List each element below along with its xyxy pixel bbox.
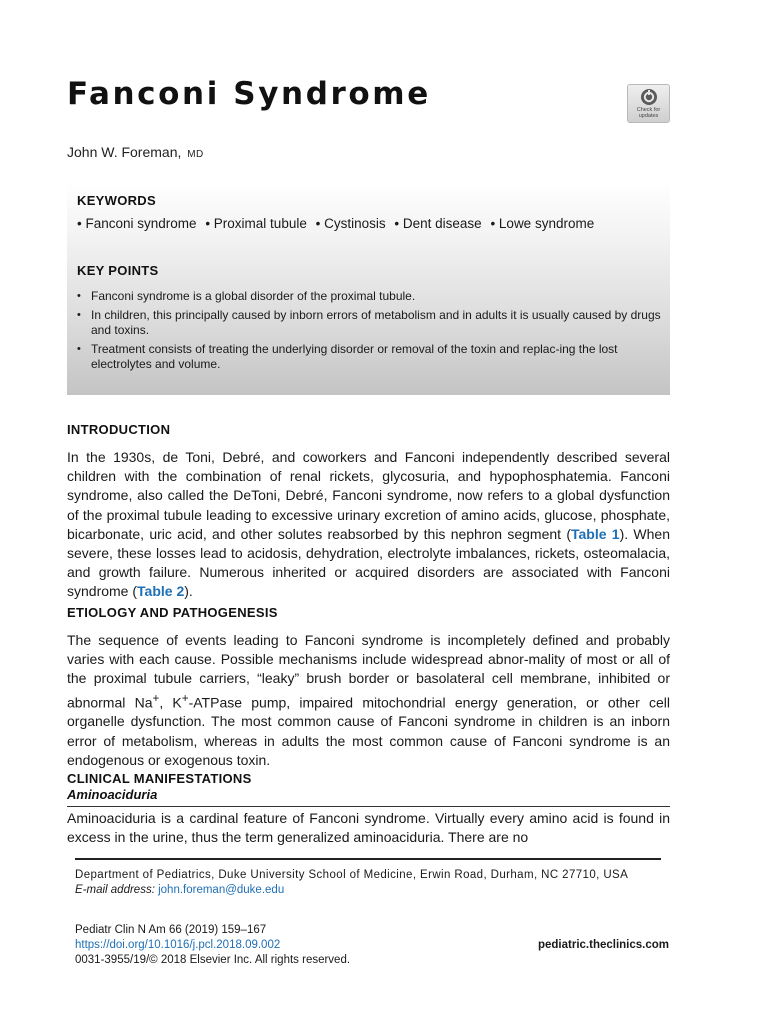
table-2-link[interactable]: Table 2 — [137, 583, 185, 600]
author-name: John W. Foreman, — [67, 144, 182, 160]
key-point-item: • Treatment consists of treating the underlying disorder or removal of the toxin and replac-ing the lost electrolytes and volume. — [77, 342, 663, 373]
superscript: + — [152, 691, 160, 705]
introduction-text: ). When severe, these losses lead to acidosis, dehydration, electrolyte imbalances, rickets, osteomalacia, and growth failure. Numerous inherited or acquired disorders are associated with Fanconi syndrome ( — [67, 525, 670, 600]
keyword-item: • Cystinosis — [316, 216, 386, 231]
introduction-text: ). — [184, 583, 193, 600]
subheading-divider — [67, 806, 670, 807]
update-check-icon — [640, 88, 658, 106]
superscript: + — [181, 691, 189, 705]
affiliation: Department of Pediatrics, Duke University School of Medicine, Erwin Road, Durham, NC 27710, USA — [75, 869, 629, 881]
clinical-heading: CLINICAL MANIFESTATIONS — [67, 771, 252, 786]
check-for-updates-badge[interactable] — [627, 84, 670, 123]
etiology-paragraph — [67, 631, 670, 770]
key-point-item: • Fanconi syndrome is a global disorder of the proximal tubule. — [77, 289, 663, 305]
keyword-item: • Proximal tubule — [205, 216, 307, 231]
citation: Pediatr Clin N Am 66 (2019) 159–167 — [75, 924, 267, 936]
aminoaciduria-subheading: Aminoaciduria — [67, 787, 158, 802]
email-link[interactable]: john.foreman@duke.edu — [158, 884, 285, 896]
author-degree: MD — [187, 149, 204, 160]
affiliation-block — [75, 868, 661, 898]
introduction-paragraph — [67, 448, 670, 602]
email-label: E-mail address: — [75, 884, 155, 896]
key-point-item: • In children, this principally caused by inborn errors of metabolism and in adults it is usually caused by drugs and toxins. — [77, 308, 663, 339]
email-line — [75, 883, 661, 898]
article-title: Fanconi Syndrome — [67, 76, 431, 112]
doi-link[interactable]: https://doi.org/10.1016/j.pcl.2018.09.002 — [75, 939, 281, 951]
key-points-list — [77, 289, 663, 376]
etiology-text: The sequence of events leading to Fanconi syndrome is incompletely defined and probably varies with each cause. Possible mechanisms include widespread abnor-mality of most or all of the proximal tubule carriers, “leaky” brush border or basolateral cell membrane, inhibited or abnormal Na — [67, 632, 670, 711]
introduction-heading: INTRODUCTION — [67, 422, 171, 437]
clinical-paragraph: Aminoaciduria is a cardinal feature of Fanconi syndrome. Virtually every amino acid is found in excess in the urine, thus the term generalized aminoaciduria. There are no — [67, 810, 670, 846]
keywords-heading: KEYWORDS — [77, 193, 156, 208]
author-line — [67, 144, 204, 160]
journal-website[interactable]: pediatric.theclinics.com — [537, 939, 669, 951]
badge-label: Check for updates — [636, 107, 661, 119]
keywords-keypoints-box — [67, 182, 670, 395]
keywords-list — [77, 216, 599, 231]
keyword-item: • Fanconi syndrome — [77, 216, 197, 231]
etiology-text: , K — [159, 694, 182, 711]
citation-block — [75, 923, 669, 968]
etiology-heading: ETIOLOGY AND PATHOGENESIS — [67, 605, 278, 620]
table-1-link[interactable]: Table 1 — [571, 525, 620, 542]
copyright: 0031-3955/19/© 2018 Elsevier Inc. All rights reserved. — [75, 954, 351, 966]
etiology-text: -ATPase pump, impaired mitochondrial energy generation, or other cell organelle dysfunction. The most common cause of Fanconi syndrome in children is an inborn error of metabolism, whereas in adults the most common cause of Fanconi syndrome is an endogenous or exogenous toxin. — [67, 694, 670, 768]
keyword-item: • Dent disease — [394, 216, 481, 231]
keyword-item: • Lowe syndrome — [490, 216, 594, 231]
footer-divider — [75, 858, 661, 860]
key-points-heading: KEY POINTS — [77, 263, 159, 278]
introduction-text: In the 1930s, de Toni, Debré, and coworkers and Fanconi independently described several children with the combination of renal rickets, glycosuria, and hypophosphatemia. Fanconi syndrome, also called the DeToni, Debré, Fanconi syndrome, now refers to a global dysfunction of the proximal tubule leading to excessive urinary excretion of amino acids, glucose, phosphate, bicarbonate, uric acid, and other solutes reabsorbed by this nephron segment ( — [67, 449, 670, 542]
